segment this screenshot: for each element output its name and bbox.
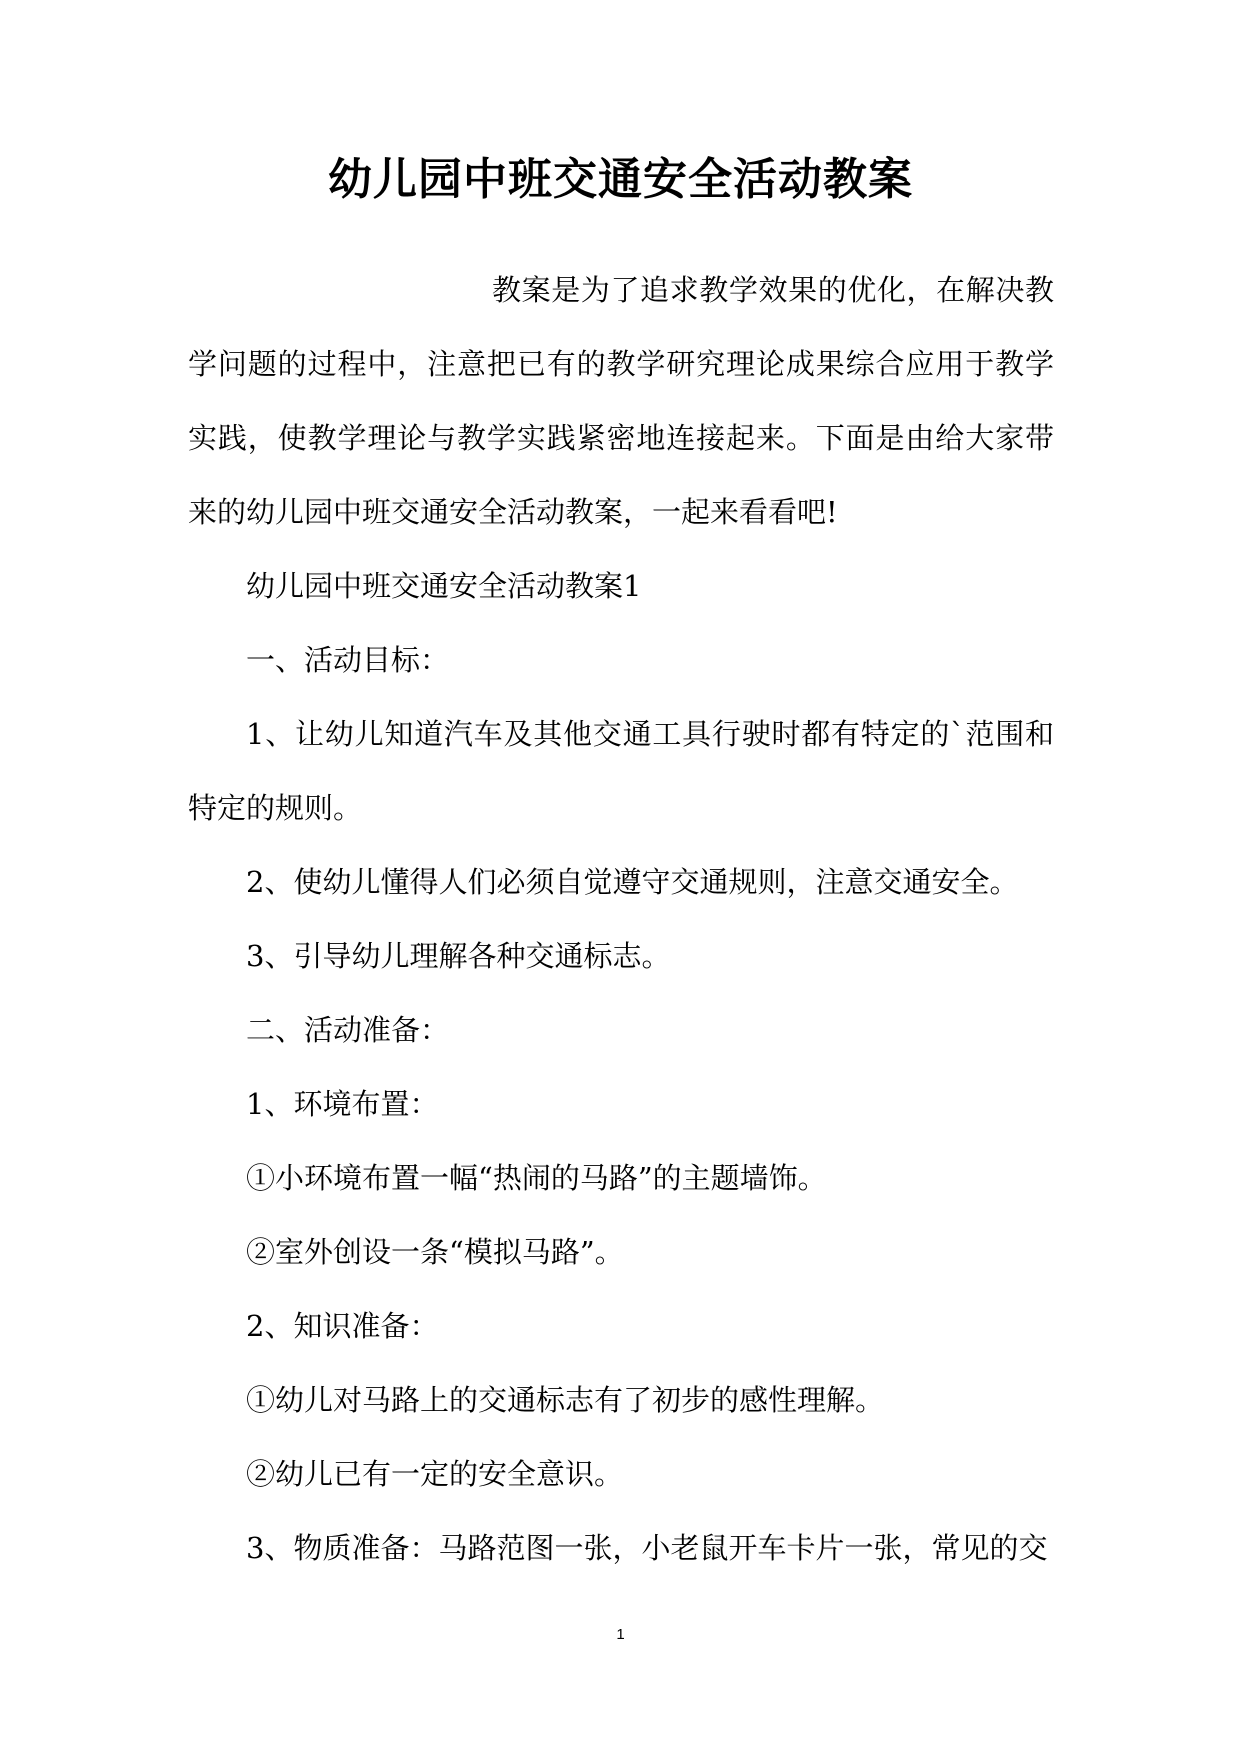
objective-item-3: 3、引导幼儿理解各种交通标志。 xyxy=(246,939,671,973)
knowledge-subitem-1: ①幼儿对马路上的交通标志有了初步的感性理解。 xyxy=(246,1383,885,1417)
document-body xyxy=(188,253,1054,1585)
preparation-item-environment: 1、环境布置： xyxy=(246,1087,439,1121)
page-number: 1 xyxy=(616,1626,625,1643)
section-heading-objectives: 一、活动目标： xyxy=(246,643,450,677)
preparation-item-knowledge: 2、知识准备： xyxy=(246,1309,439,1343)
section-heading-plan-1: 幼儿园中班交通安全活动教案1 xyxy=(246,569,642,603)
objective-item-2: 2、使幼儿懂得人们必须自觉遵守交通规则，注意交通安全。 xyxy=(246,865,1019,899)
knowledge-subitem-2: ②幼儿已有一定的安全意识。 xyxy=(246,1457,624,1491)
preparation-subitem-1: ①小环境布置一幅“热闹的马路”的主题墙饰。 xyxy=(246,1161,827,1195)
page-title: 幼儿园中班交通安全活动教案 xyxy=(328,154,913,205)
objective-item-1: 1、让幼儿知道汽车及其他交通工具行驶时都有特定的`范围和特定的规则。 xyxy=(188,717,1054,825)
preparation-subitem-2: ②室外创设一条“模拟马路”。 xyxy=(246,1235,624,1269)
intro-paragraph: 教案是为了追求教学效果的优化，在解决教学问题的过程中，注意把已有的教学研究理论成果综合应用于教学实践，使教学理论与教学实践紧密地连接起来。下面是由给大家带来的幼儿园中班交通安全活动教案，一起来看看吧! xyxy=(188,273,1054,529)
section-heading-preparation: 二、活动准备： xyxy=(246,1013,450,1047)
preparation-item-materials: 3、物质准备：马路范图一张，小老鼠开车卡片一张，常见的交 xyxy=(246,1531,1048,1565)
